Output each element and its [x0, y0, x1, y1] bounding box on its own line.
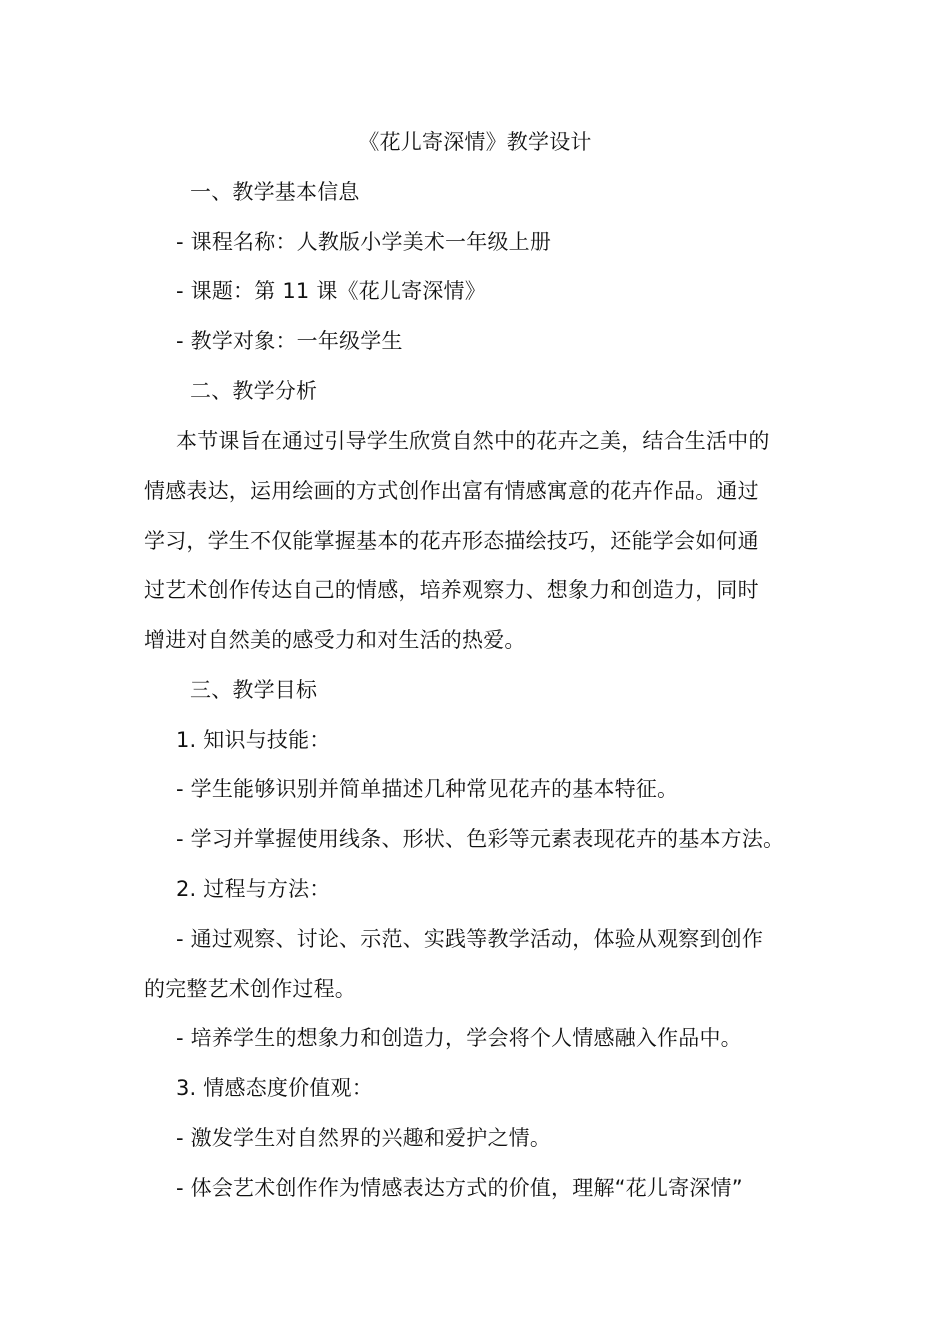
analysis-paragraph-line-1: 本节课旨在通过引导学生欣赏自然中的花卉之美，结合生活中的: [176, 429, 770, 453]
section-heading-analysis: 二、教学分析: [190, 379, 318, 403]
objective-item: - 学习并掌握使用线条、形状、色彩等元素表现花卉的基本方法。: [176, 827, 785, 851]
objective-item-continuation: 的完整艺术创作过程。: [144, 977, 356, 1001]
objective-item: - 培养学生的想象力和创造力，学会将个人情感融入作品中。: [176, 1026, 742, 1050]
info-lesson-topic: - 课题：第 11 课《花儿寄深情》: [176, 279, 486, 303]
objective-heading-knowledge: 1. 知识与技能：: [176, 728, 331, 752]
analysis-paragraph-line-5: 增进对自然美的感受力和对生活的热爱。: [144, 628, 526, 652]
info-target-students: - 教学对象：一年级学生: [176, 329, 403, 353]
objective-item: - 体会艺术创作作为情感表达方式的价值，理解“花儿寄深情”: [176, 1176, 743, 1200]
section-heading-basic-info: 一、教学基本信息: [190, 180, 360, 204]
analysis-paragraph-line-2: 情感表达，运用绘画的方式创作出富有情感寓意的花卉作品。通过: [144, 479, 759, 503]
objective-item: - 通过观察、讨论、示范、实践等教学活动，体验从观察到创作: [176, 927, 764, 951]
analysis-paragraph-line-3: 学习，学生不仅能掌握基本的花卉形态描绘技巧，还能学会如何通: [144, 529, 759, 553]
objective-item: - 学生能够识别并简单描述几种常见花卉的基本特征。: [176, 777, 679, 801]
objective-item: - 激发学生对自然界的兴趣和爱护之情。: [176, 1126, 552, 1150]
objective-heading-process: 2. 过程与方法：: [176, 877, 331, 901]
analysis-paragraph-line-4: 过艺术创作传达自己的情感，培养观察力、想象力和创造力，同时: [144, 578, 759, 602]
section-heading-objectives: 三、教学目标: [190, 678, 318, 702]
objective-heading-attitude: 3. 情感态度价值观：: [176, 1076, 373, 1100]
info-course-name: - 课程名称：人教版小学美术一年级上册: [176, 230, 552, 254]
document-title: 《花儿寄深情》教学设计: [358, 130, 592, 154]
